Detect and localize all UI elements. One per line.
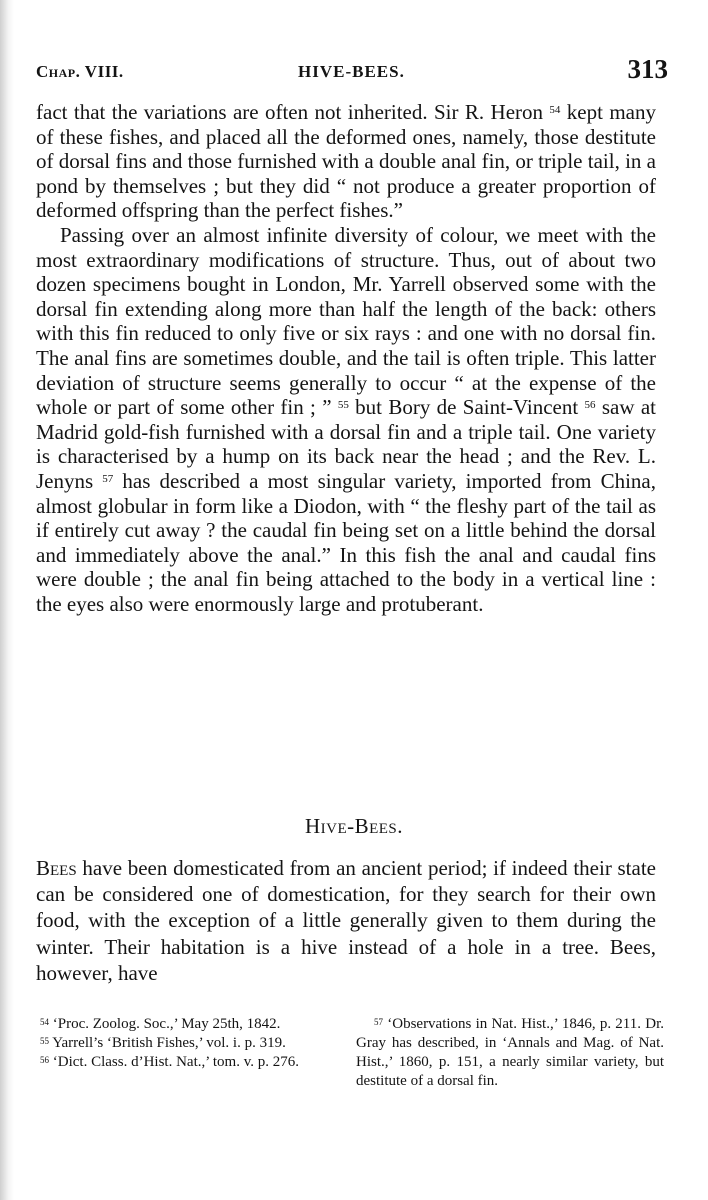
footnote-number: 54	[40, 1017, 49, 1027]
body-text	[36, 100, 656, 616]
footnote-number: 55	[40, 1036, 49, 1046]
footnote-text: ‘Dict. Class. d’Hist. Nat.,’ tom. v. p. 276.	[49, 1054, 299, 1070]
section-body	[36, 855, 656, 986]
footnote-ref-56: 56	[584, 399, 596, 412]
footnote-56	[22, 1053, 332, 1072]
page-edge-shadow	[0, 0, 14, 1200]
footnote-number: 57	[374, 1017, 383, 1027]
page-number: 313	[627, 54, 668, 84]
running-header	[36, 54, 668, 88]
text-run: have been domesticated from an ancient period; if indeed their state can be considered one of domestication, for they search for their own food, with the exception of a little generally given to them during the winter. Their habitation is a hive instead of a hole in a tree. Bees, however, have	[36, 856, 656, 985]
text-run: fact that the variations are often not inherited. Sir R. Heron	[36, 100, 550, 124]
text-run: kept many of these fishes, and placed all the deformed ones, namely, those destitute of dorsal fins and those furnished with a double anal fin, or triple tail, in a pond by themselves ; but they did “ not produce a greater proportion of deformed offspring than the perfect fishes.”	[36, 100, 656, 223]
footnote-text: ‘Observations in Nat. Hist.,’ 1846, p. 211. Dr. Gray has described, in ‘Annals and Mag. of Nat. Hist.,’ 1860, p. 151, a nearly similar variety, but destitute of a dorsal fin.	[356, 1016, 664, 1089]
running-title: HIVE-BEES.	[298, 62, 405, 81]
footnote-ref-54: 54	[549, 104, 561, 116]
section-heading: Hive-Bees.	[304, 814, 404, 838]
text-run: saw at Madrid gold-fish furnished with a dorsal fin and a triple tail. One variety is characterised by a hump on its back near the head ; and the Rev. L. Jenyns	[36, 395, 656, 493]
footnote-number: 56	[40, 1055, 49, 1065]
footnote-ref-55: 55	[337, 399, 349, 412]
text-run: Passing over an almost infinite diversity of colour, we meet with the most extraordinary modifications of structure. Thus, out of about two dozen specimens bought in London, Mr. Yarrell observed some with the dorsal fin extending along more than half the length of the back: others with this fin reduced to only five or six rays : and one with no dorsal fin. The anal fins are sometimes double, and the tail is often triple. This latter deviation of structure seems generally to occur “ at the expense of the whole or part of some other fin ; ”	[36, 222, 656, 420]
footnote-ref-57: 57	[102, 472, 114, 485]
footnote-57	[356, 1015, 664, 1091]
footnotes-left-column	[22, 1015, 332, 1072]
lead-word: Bees	[36, 856, 77, 880]
paragraph-3	[36, 855, 656, 986]
footnote-text: Yarrell’s ‘British Fishes,’ vol. i. p. 319.	[49, 1035, 286, 1051]
footnote-54	[22, 1015, 332, 1034]
paragraph-2	[36, 223, 656, 617]
footnotes-right-column	[356, 1015, 664, 1091]
text-run: has described a most singular variety, imported from China, almost globular in form like a Diodon, with “ the fleshy part of the tail as if entirely cut away ? the caudal fin being set on a little behind the dorsal and immediately above the anal.” In this fish the anal and caudal fins were double ; the anal fin being attached to the body in a vertical line : the eyes also were enormously large and protuberant.	[36, 468, 656, 616]
text-run: but Bory de Saint-Vincent	[348, 395, 585, 420]
footnote-text: ‘Proc. Zoolog. Soc.,’ May 25th, 1842.	[49, 1016, 281, 1032]
footnote-55	[22, 1034, 332, 1053]
paragraph-1	[36, 100, 656, 223]
chapter-label: Chap. VIII.	[36, 62, 124, 81]
